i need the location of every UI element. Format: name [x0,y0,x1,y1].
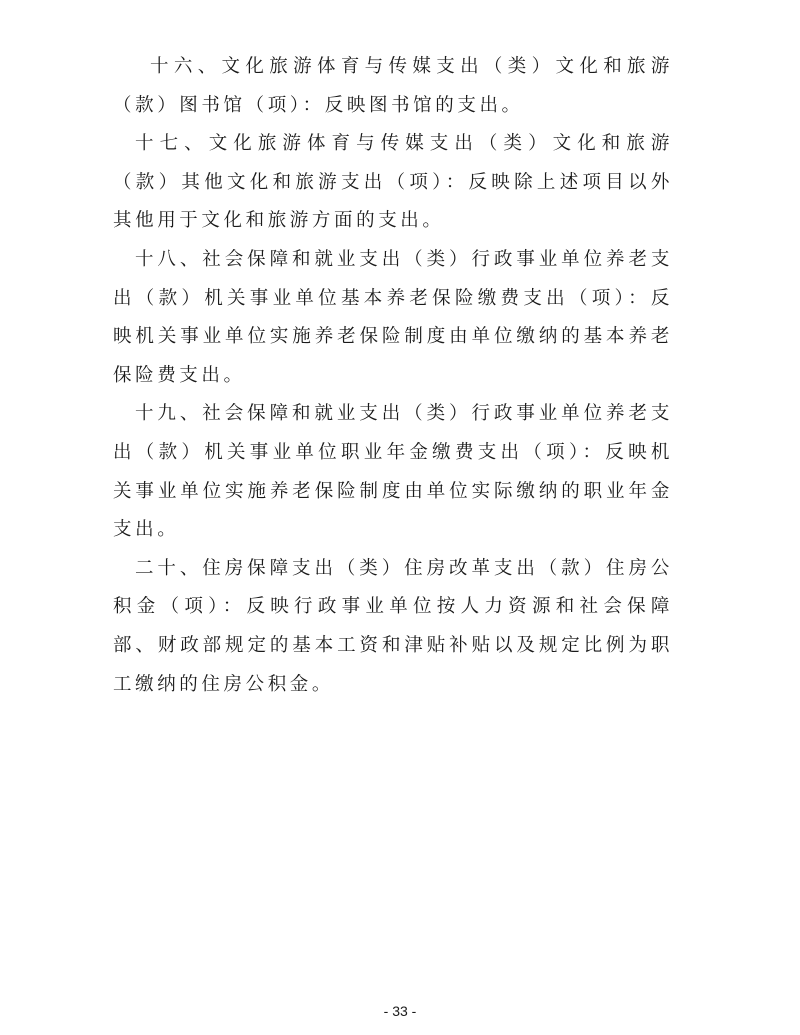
paragraph-20: 二十、住房保障支出（类）住房改革支出（款）住房公积金（项）：反映行政事业单位按人力资源和社会保障部、财政部规定的基本工资和津贴补贴以及规定比例为职工缴纳的住房公积金。 [113,557,673,695]
paragraph-16: 十六、文化旅游体育与传媒支出（类）文化和旅游（款）图书馆（项）：反映图书馆的支出。 [113,56,673,116]
document-body [113,48,673,704]
paragraph-18: 十八、社会保障和就业支出（类）行政事业单位养老支出（款）机关事业单位基本养老保险缴费支出（项）：反映机关事业单位实施养老保险制度由单位缴纳的基本养老保险费支出。 [113,248,673,386]
paragraph-17: 十七、文化旅游体育与传媒支出（类）文化和旅游（款）其他文化和旅游支出（项）：反映除上述项目以外其他用于文化和旅游方面的支出。 [113,133,673,232]
paragraph-19: 十九、社会保障和就业支出（类）行政事业单位养老支出（款）机关事业单位职业年金缴费支出（项）：反映机关事业单位实施养老保险制度由单位实际缴纳的职业年金支出。 [113,403,673,541]
page-number: - 33 - [383,1003,417,1019]
